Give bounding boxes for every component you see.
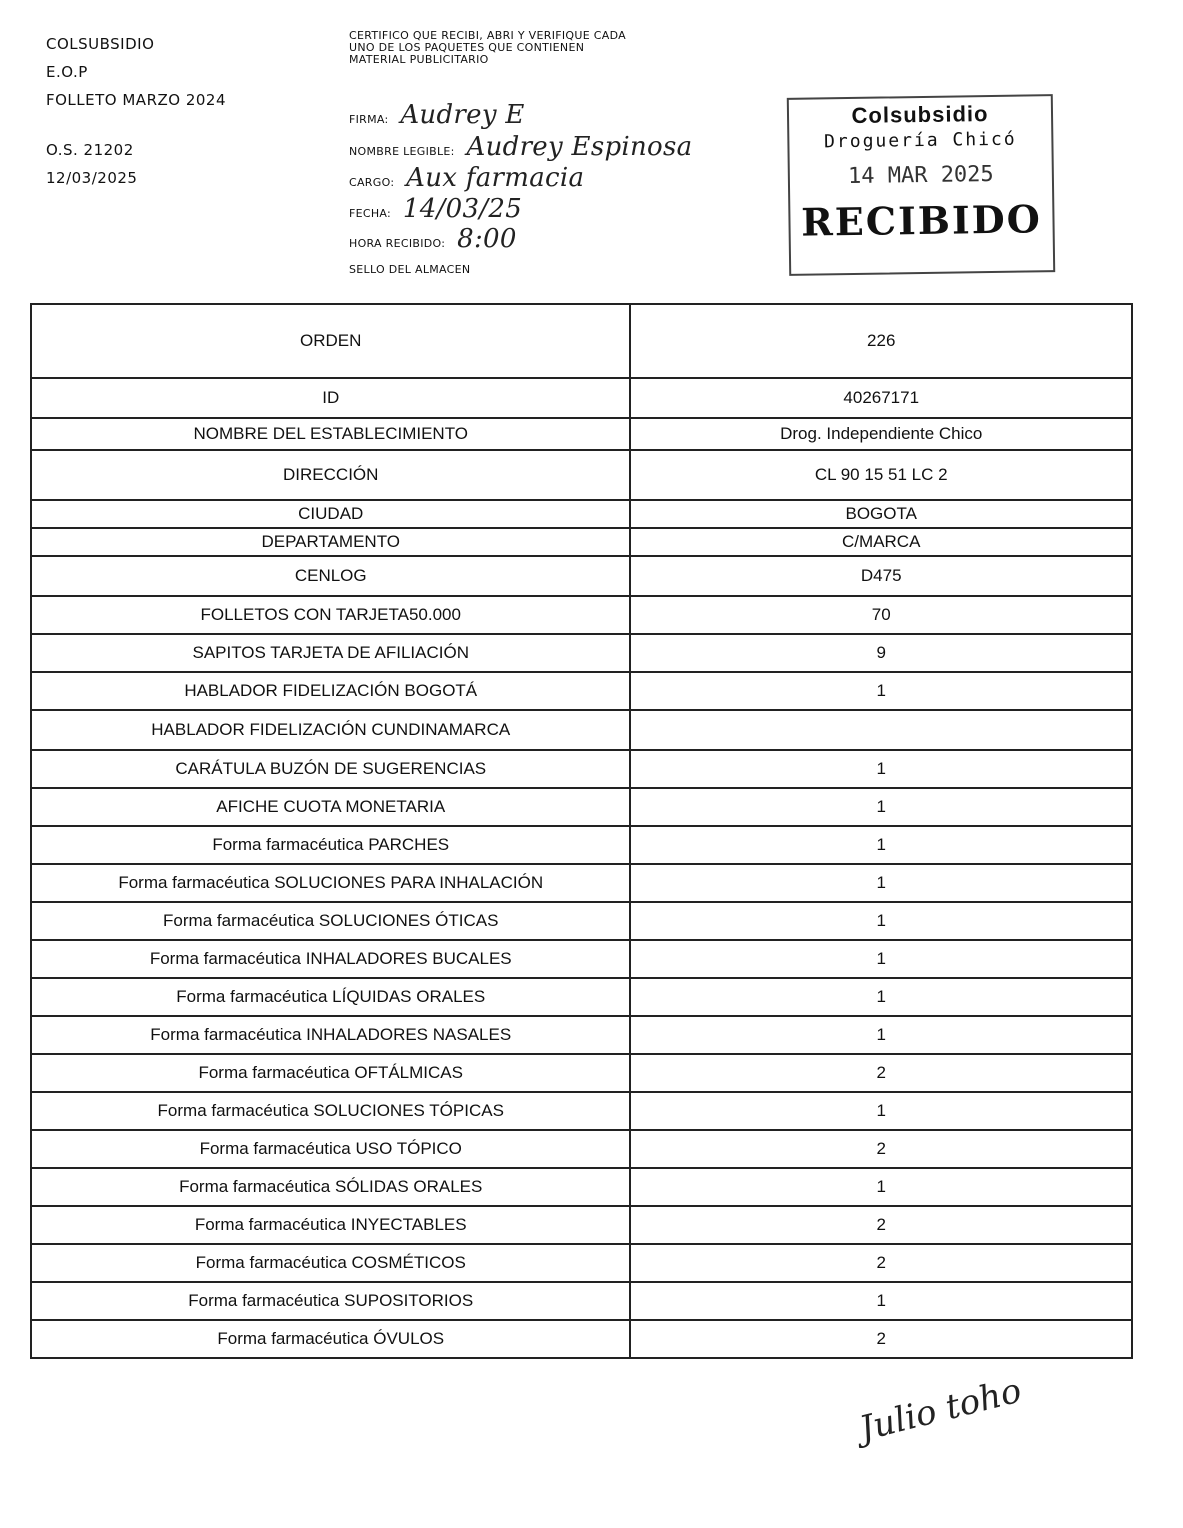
row-label: HABLADOR FIDELIZACIÓN CUNDINAMARCA: [31, 710, 630, 750]
legible-name-value: Audrey Espinosa: [466, 132, 693, 162]
legible-name-field: [349, 132, 692, 162]
row-value: 1: [630, 1016, 1132, 1054]
table-row: [31, 528, 1132, 556]
received-time-value: 8:00: [457, 224, 517, 254]
table-row: [31, 378, 1132, 418]
signature-label: FIRMA:: [349, 113, 389, 126]
document-date: 12/03/2025: [46, 169, 138, 187]
table-row: [31, 1244, 1132, 1282]
table-row: [31, 826, 1132, 864]
row-value: 70: [630, 596, 1132, 634]
table-row: [31, 1282, 1132, 1320]
row-label: Forma farmacéutica COSMÉTICOS: [31, 1244, 630, 1282]
row-value: Drog. Independiente Chico: [630, 418, 1132, 450]
table-row: [31, 864, 1132, 902]
table-row: [31, 710, 1132, 750]
service-order: O.S. 21202: [46, 141, 134, 159]
table-row: [31, 940, 1132, 978]
legible-name-label: NOMBRE LEGIBLE:: [349, 145, 455, 158]
table-row: [31, 596, 1132, 634]
row-label: Forma farmacéutica SOLUCIONES PARA INHALACIÓN: [31, 864, 630, 902]
company-name: COLSUBSIDIO: [46, 35, 155, 53]
date-label: FECHA:: [349, 207, 392, 220]
table-row: [31, 750, 1132, 788]
delivery-table: [30, 303, 1133, 1359]
row-label: Forma farmacéutica ÓVULOS: [31, 1320, 630, 1358]
row-label: CIUDAD: [31, 500, 630, 528]
received-stamp: [787, 94, 1055, 276]
row-label: ID: [31, 378, 630, 418]
table-row: [31, 902, 1132, 940]
row-label: Forma farmacéutica SOLUCIONES TÓPICAS: [31, 1092, 630, 1130]
row-value: [630, 710, 1132, 750]
received-time-field: [349, 224, 517, 254]
row-label: AFICHE CUOTA MONETARIA: [31, 788, 630, 826]
row-label: CARÁTULA BUZÓN DE SUGERENCIAS: [31, 750, 630, 788]
table-row: [31, 500, 1132, 528]
row-label: Forma farmacéutica OFTÁLMICAS: [31, 1054, 630, 1092]
row-label: SAPITOS TARJETA DE AFILIACIÓN: [31, 634, 630, 672]
row-label: CENLOG: [31, 556, 630, 596]
row-label: Forma farmacéutica SUPOSITORIOS: [31, 1282, 630, 1320]
row-value: 2: [630, 1206, 1132, 1244]
warehouse-seal-label: SELLO DEL ALMACEN: [349, 263, 471, 276]
row-value: 1: [630, 788, 1132, 826]
row-value: 1: [630, 1092, 1132, 1130]
table-row: [31, 556, 1132, 596]
row-value: C/MARCA: [630, 528, 1132, 556]
received-time-label: HORA RECIBIDO:: [349, 237, 446, 250]
row-value: D475: [630, 556, 1132, 596]
stamp-store: Droguería Chicó: [823, 128, 1017, 153]
table-row: [31, 1092, 1132, 1130]
stamp-date: 14 MAR 2025: [847, 161, 994, 190]
table-row: [31, 1130, 1132, 1168]
row-value: 1: [630, 1168, 1132, 1206]
department: E.O.P: [46, 63, 88, 81]
certification-text: CERTIFICO QUE RECIBI, ABRI Y VERIFIQUE CADA UNO DE LOS PAQUETES QUE CONTIENEN MATERIAL PUBLICITARIO: [349, 29, 626, 66]
row-label: Forma farmacéutica USO TÓPICO: [31, 1130, 630, 1168]
row-value: 2: [630, 1244, 1132, 1282]
stamp-brand: Colsubsidio: [851, 101, 989, 128]
row-value: BOGOTA: [630, 500, 1132, 528]
table-row: [31, 634, 1132, 672]
row-value: 2: [630, 1320, 1132, 1358]
row-value: CL 90 15 51 LC 2: [630, 450, 1132, 500]
row-value: 1: [630, 864, 1132, 902]
row-label: Forma farmacéutica INHALADORES NASALES: [31, 1016, 630, 1054]
table-row: [31, 418, 1132, 450]
row-label: FOLLETOS CON TARJETA50.000: [31, 596, 630, 634]
date-field: [349, 194, 522, 224]
row-value: 2: [630, 1054, 1132, 1092]
signature-field: [349, 100, 525, 130]
position-value: Aux farmacia: [406, 163, 585, 193]
row-value: 1: [630, 826, 1132, 864]
header-block: [46, 30, 226, 192]
row-value: 2: [630, 1130, 1132, 1168]
row-value: 1: [630, 940, 1132, 978]
row-value: 40267171: [630, 378, 1132, 418]
row-label: NOMBRE DEL ESTABLECIMIENTO: [31, 418, 630, 450]
row-label: Forma farmacéutica SÓLIDAS ORALES: [31, 1168, 630, 1206]
row-value: 1: [630, 902, 1132, 940]
campaign-title: FOLLETO MARZO 2024: [46, 91, 227, 109]
table-row: [31, 672, 1132, 710]
table-row: [31, 1168, 1132, 1206]
row-value: 1: [630, 750, 1132, 788]
row-value: 1: [630, 672, 1132, 710]
row-label: DEPARTAMENTO: [31, 528, 630, 556]
position-label: CARGO:: [349, 176, 395, 189]
row-value: 9: [630, 634, 1132, 672]
signature-value: Audrey E: [400, 100, 525, 130]
table-row: [31, 1016, 1132, 1054]
row-label: HABLADOR FIDELIZACIÓN BOGOTÁ: [31, 672, 630, 710]
row-label: Forma farmacéutica LÍQUIDAS ORALES: [31, 978, 630, 1016]
row-label: DIRECCIÓN: [31, 450, 630, 500]
row-label: ORDEN: [31, 304, 630, 378]
row-label: Forma farmacéutica INYECTABLES: [31, 1206, 630, 1244]
date-value: 14/03/25: [402, 194, 523, 224]
table-row: [31, 1054, 1132, 1092]
table-row: [31, 788, 1132, 826]
row-label: Forma farmacéutica PARCHES: [31, 826, 630, 864]
row-value: 226: [630, 304, 1132, 378]
table-row: [31, 1320, 1132, 1358]
position-field: [349, 163, 584, 193]
row-value: 1: [630, 978, 1132, 1016]
row-label: Forma farmacéutica SOLUCIONES ÓTICAS: [31, 902, 630, 940]
table-row: [31, 978, 1132, 1016]
table-row: [31, 450, 1132, 500]
row-value: 1: [630, 1282, 1132, 1320]
closing-signature: Julio toho: [855, 1370, 1026, 1450]
stamp-status: RECIBIDO: [800, 196, 1043, 245]
table-row: [31, 304, 1132, 378]
table-row: [31, 1206, 1132, 1244]
row-label: Forma farmacéutica INHALADORES BUCALES: [31, 940, 630, 978]
